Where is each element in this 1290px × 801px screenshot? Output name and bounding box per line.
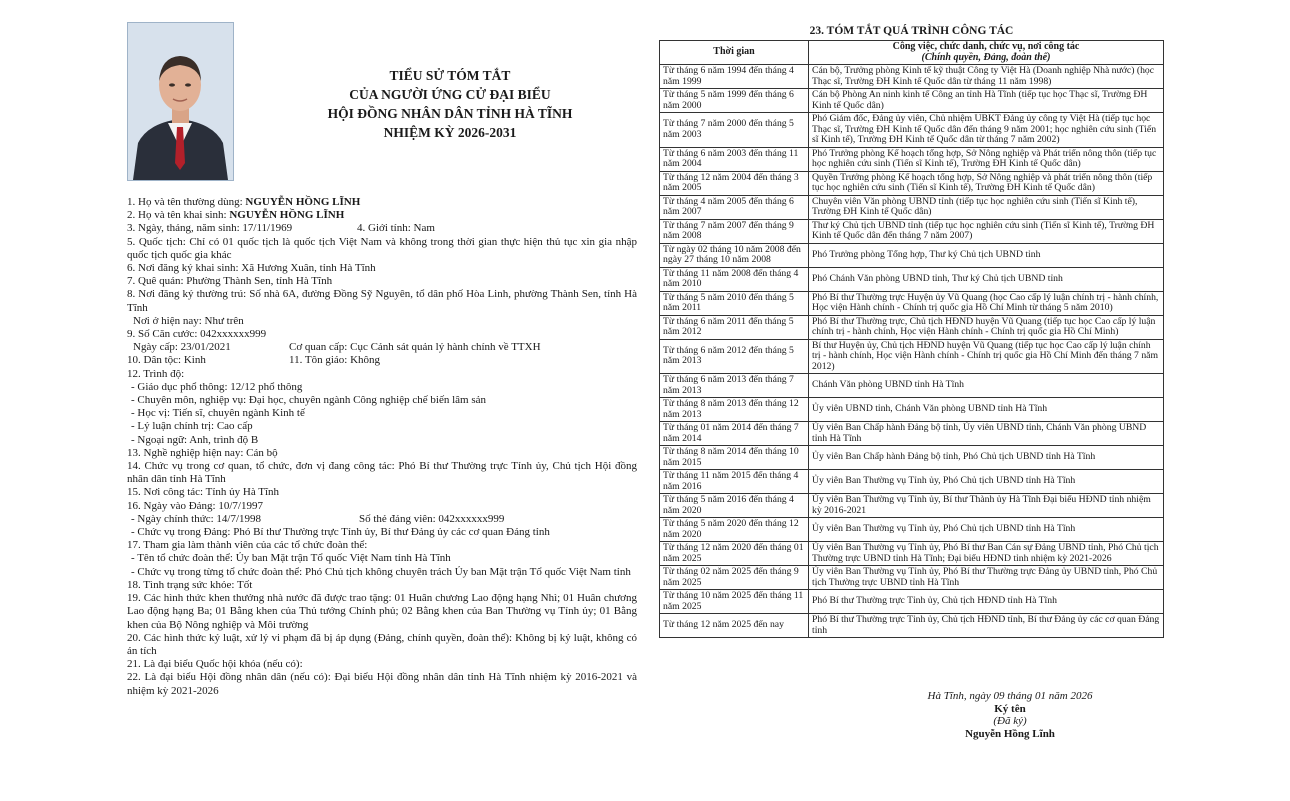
- bio-birth-name: 2. Họ và tên khai sinh: NGUYỄN HỒNG LĨNH: [127, 209, 345, 222]
- table-row: [660, 494, 1164, 518]
- work-period-cell: Từ tháng 8 năm 2013 đến tháng 12 năm 2013: [660, 398, 809, 422]
- bio-workplace: 15. Nơi công tác: Tỉnh ủy Hà Tĩnh: [127, 486, 280, 499]
- bio-position: 14. Chức vụ trong cơ quan, tổ chức, đơn vị đang công tác: Phó Bí thư Thường trực Tỉnh ủy, Chủ tịch Hội đồng nhân dân tỉnh Hà Tĩnh: [127, 460, 637, 486]
- signature-label: Ký tên: [994, 702, 1026, 715]
- work-description-cell: Ủy viên UBND tỉnh, Chánh Văn phòng UBND tỉnh Hà Tĩnh: [809, 398, 1164, 422]
- bio-nationality: 5. Quốc tịch: Chỉ có 01 quốc tịch là quốc tịch Việt Nam và không trong thời gian thực hiện thủ tục xin gia nhập quốc tịch quốc gia khác: [127, 235, 637, 261]
- bio-education-heading: 12. Trình độ:: [127, 367, 185, 380]
- bio-common-name: 1. Họ và tên thường dùng: NGUYỄN HỒNG LĨNH: [127, 196, 361, 208]
- table-row: [660, 267, 1164, 291]
- title-line-1: TIỂU SỬ TÓM TẮT: [389, 68, 511, 83]
- work-description-cell: Phó Bí thư Thường trực, Chủ tịch HĐND huyện Vũ Quang (tiếp tục học Cao cấp lý luận chính trị - hành chính, Học viện Hành chính - Chính trị quốc gia Hồ Chí Minh): [809, 315, 1164, 339]
- work-period-cell: Từ tháng 6 năm 1994 đến tháng 4 năm 1999: [660, 65, 809, 89]
- table-row: [660, 422, 1164, 446]
- bio-birth-registration: 6. Nơi đăng ký khai sinh: Xã Hương Xuân, tỉnh Hà Tĩnh: [127, 262, 376, 275]
- table-header-row: [660, 41, 1164, 65]
- work-history-body: [660, 65, 1164, 638]
- work-description-cell: Thư ký Chủ tịch UBND tỉnh (tiếp tục học nghiên cứu sinh (Tiến sĩ Kinh tế), Trường ĐH Kinh tế Quốc dân đến tháng 7 năm 2007): [809, 219, 1164, 243]
- work-description-cell: Phó Bí thư Thường trực Tỉnh ủy, Chủ tịch HĐND tỉnh, Bí thư Đảng ủy các cơ quan Đảng tỉnh: [809, 614, 1164, 638]
- title-line-3: HỘI ĐỒNG NHÂN DÂN TỈNH HÀ TĨNH: [327, 106, 573, 121]
- table-row: [660, 446, 1164, 470]
- candidate-name: NGUYỄN HỒNG LĨNH: [245, 196, 361, 208]
- work-period-cell: Từ tháng 02 năm 2025 đến tháng 9 năm 2025: [660, 566, 809, 590]
- work-description-cell: Ủy viên Ban Thường vụ Tỉnh ủy, Phó Chủ tịch UBND tỉnh Hà Tĩnh: [809, 518, 1164, 542]
- work-description-cell: Ủy viên Ban Chấp hành Đảng bộ tỉnh, Ủy viên UBND tỉnh, Chánh Văn phòng UBND tỉnh Hà Tĩnh: [809, 422, 1164, 446]
- table-row: [660, 470, 1164, 494]
- column-header-description: [809, 41, 1164, 65]
- work-period-cell: Từ tháng 6 năm 2003 đến tháng 11 năm 2004: [660, 147, 809, 171]
- work-period-cell: Từ tháng 5 năm 2020 đến tháng 12 năm 2020: [660, 518, 809, 542]
- bio-hometown: 7. Quê quán: Phường Thành Sen, tỉnh Hà Tĩnh: [127, 275, 333, 288]
- title-line-4: NHIỆM KỲ 2026-2031: [383, 125, 517, 140]
- work-period-cell: Từ tháng 7 năm 2007 đến tháng 9 năm 2008: [660, 219, 809, 243]
- table-row: [660, 243, 1164, 267]
- work-description-cell: Cán bộ Phòng An ninh kinh tế Công an tỉnh Hà Tĩnh (tiếp tục học Thạc sĩ, Trường ĐH Kinh tế Quốc dân): [809, 89, 1164, 113]
- table-row: [660, 147, 1164, 171]
- work-description-cell: Phó Bí thư Thường trực Tỉnh ủy, Chủ tịch HĐND tỉnh Hà Tĩnh: [809, 590, 1164, 614]
- document-title: [260, 66, 640, 142]
- work-description-cell: Ủy viên Ban Thường vụ Tỉnh ủy, Phó Chủ tịch UBND tỉnh Hà Tĩnh: [809, 470, 1164, 494]
- bio-discipline: 20. Các hình thức kỷ luật, xử lý vi phạm đã bị áp dụng (Đảng, chính quyền, đoàn thể): Không bị kỷ luật, không có án tích: [127, 631, 637, 657]
- column-header-period: Thời gian: [660, 41, 809, 65]
- work-description-cell: Phó Trưởng phòng Tổng hợp, Thư ký Chủ tịch UBND tỉnh: [809, 243, 1164, 267]
- table-row: [660, 590, 1164, 614]
- work-period-cell: Từ tháng 01 năm 2014 đến tháng 7 năm 2014: [660, 422, 809, 446]
- work-period-cell: Từ tháng 5 năm 1999 đến tháng 6 năm 2000: [660, 89, 809, 113]
- bio-dob-gender: [127, 222, 637, 235]
- work-period-cell: Từ tháng 6 năm 2013 đến tháng 7 năm 2013: [660, 374, 809, 398]
- work-period-cell: Từ tháng 12 năm 2020 đến tháng 01 năm 2025: [660, 542, 809, 566]
- work-period-cell: Từ tháng 11 năm 2008 đến tháng 4 năm 2010: [660, 267, 809, 291]
- table-row: [660, 542, 1164, 566]
- bio-current-address: Nơi ở hiện nay: Như trên: [133, 314, 244, 327]
- bio-foreign-language: - Ngoại ngữ: Anh, trình độ B: [131, 433, 259, 446]
- work-period-cell: Từ tháng 8 năm 2014 đến tháng 10 năm 2015: [660, 446, 809, 470]
- column-header-description-line1: Công việc, chức danh, chức vụ, nơi công tác: [892, 41, 1080, 52]
- candidate-birth-name: NGUYỄN HỒNG LĨNH: [229, 209, 345, 222]
- table-row: [660, 171, 1164, 195]
- work-description-cell: Phó Giám đốc, Đảng ủy viên, Chủ nhiệm UBKT Đảng ủy công ty Việt Hà (tiếp tục học Thạc sĩ, Trường ĐH Kinh tế Quốc dân đến tháng 9 năm 2001; học nghiên cứu sinh (Tiến sĩ Kinh tế), Trường ĐH Kinh tế Quốc dân từ tháng 7 năm 2002): [809, 113, 1164, 148]
- work-period-cell: Từ tháng 6 năm 2011 đến tháng 5 năm 2012: [660, 315, 809, 339]
- bio-health: 18. Tình trạng sức khỏe: Tốt: [127, 578, 253, 591]
- bio-education-major: - Chuyên môn, nghiệp vụ: Đại học, chuyên ngành Công nghiệp chế biến lâm sản: [131, 394, 486, 407]
- table-row: [660, 113, 1164, 148]
- work-period-cell: Từ tháng 6 năm 2012 đến tháng 5 năm 2013: [660, 339, 809, 374]
- work-period-cell: Từ tháng 11 năm 2015 đến tháng 4 năm 2016: [660, 470, 809, 494]
- work-description-cell: Ủy viên Ban Thường vụ Tỉnh ủy, Phó Bí thư Thường trực Đảng ủy UBND tỉnh, Phó Chủ tịch Thường trực UBND tỉnh Hà Tĩnh: [809, 566, 1164, 590]
- work-description-cell: Phó Bí thư Thường trực Huyện ủy Vũ Quang (học Cao cấp lý luận chính trị - hành chính, Học viện Hành chính - Chính trị quốc gia Hồ Chí Minh từ tháng 5 năm 2010): [809, 291, 1164, 315]
- column-header-description-line2: (Chính quyền, Đảng, đoàn thể): [921, 51, 1051, 63]
- signature-block: [900, 690, 1120, 740]
- bio-occupation: 13. Nghề nghiệp hiện nay: Cán bộ: [127, 446, 278, 459]
- work-description-cell: Cán bộ, Trưởng phòng Kinh tế kỹ thuật Công ty Việt Hà (Doanh nghiệp Nhà nước) (học Thạc sĩ, Trường ĐH Kinh tế Quốc dân từ tháng 11 năm 1998): [809, 65, 1164, 89]
- work-period-cell: Từ tháng 12 năm 2025 đến nay: [660, 614, 809, 638]
- bio-peoples-council: 22. Là đại biểu Hội đồng nhân dân (nếu có): Đại biểu Hội đồng nhân dân tỉnh Hà Tĩnh nhiệm kỳ 2016-2021 và nhiệm kỳ 2021-2026: [127, 671, 637, 697]
- signature-signed-note: (Đã ký): [993, 715, 1027, 727]
- table-row: [660, 89, 1164, 113]
- table-row: [660, 614, 1164, 638]
- bio-degree: - Học vị: Tiến sĩ, chuyên ngành Kinh tế: [131, 407, 305, 420]
- bio-national-assembly: 21. Là đại biểu Quốc hội khóa (nếu có):: [127, 658, 303, 671]
- signature-place-date: Hà Tĩnh, ngày 09 tháng 01 năm 2026: [927, 690, 1093, 702]
- bio-id-issue: [127, 341, 637, 354]
- work-description-cell: Ủy viên Ban Thường vụ Tỉnh ủy, Bí thư Thành ủy Hà Tĩnh Đại biểu HĐND tỉnh nhiệm kỳ 2016-2021: [809, 494, 1164, 518]
- work-description-cell: Ủy viên Ban Chấp hành Đảng bộ tỉnh, Phó Chủ tịch UBND tỉnh Hà Tĩnh: [809, 446, 1164, 470]
- work-period-cell: Từ ngày 02 tháng 10 năm 2008 đến ngày 27 tháng 10 năm 2008: [660, 243, 809, 267]
- table-row: [660, 195, 1164, 219]
- portrait-illustration: [128, 23, 233, 180]
- work-period-cell: Từ tháng 4 năm 2005 đến tháng 6 năm 2007: [660, 195, 809, 219]
- work-description-cell: Bí thư Huyện ủy, Chủ tịch HĐND huyện Vũ Quang (tiếp tục học Cao cấp lý luận chính trị - hành chính, Học viện Hành chính - Chính trị quốc gia Hồ Chí Minh đến tháng 7 năm 2012): [809, 339, 1164, 374]
- bio-dob: 3. Ngày, tháng, năm sinh: 17/11/1969: [127, 222, 293, 235]
- bio-ethnicity: 10. Dân tộc: Kinh: [127, 354, 206, 367]
- table-row: [660, 374, 1164, 398]
- work-description-cell: Chuyên viên Văn phòng UBND tỉnh (tiếp tục học nghiên cứu sinh (Tiến sĩ Kinh tế), Trường ĐH Kinh tế Quốc dân): [809, 195, 1164, 219]
- work-history-table: [659, 40, 1164, 638]
- bio-organizations-heading: 17. Tham gia làm thành viên của các tổ chức đoàn thể:: [127, 539, 368, 552]
- bio-organization-position: - Chức vụ trong từng tổ chức đoàn thể: Phó Chủ tịch không chuyên trách Ủy ban Mặt trận Tổ quốc Việt Nam tỉnh: [131, 565, 631, 578]
- bio-education-general: - Giáo dục phổ thông: 12/12 phổ thông: [131, 380, 303, 393]
- title-line-2: CỦA NGƯỜI ỨNG CỬ ĐẠI BIỂU: [349, 87, 551, 102]
- signature-name: Nguyễn Hồng Lĩnh: [965, 727, 1055, 740]
- work-description-cell: Chánh Văn phòng UBND tỉnh Hà Tĩnh: [809, 374, 1164, 398]
- table-row: [660, 291, 1164, 315]
- table-row: [660, 566, 1164, 590]
- portrait-photo: [127, 22, 234, 181]
- bio-residence: 8. Nơi đăng ký thường trú: Số nhà 6A, đường Đồng Sỹ Nguyên, tổ dân phố Hòa Linh, phường Thành Sen, tỉnh Hà Tĩnh: [127, 288, 637, 314]
- bio-party-official-date: - Ngày chính thức: 14/7/1998: [131, 512, 261, 525]
- bio-political-theory: - Lý luận chính trị: Cao cấp: [131, 420, 253, 433]
- work-description-cell: Phó Trưởng phòng Kế hoạch tổng hợp, Sở Nông nghiệp và Phát triển nông thôn (tiếp tục học nghiên cứu sinh (Tiến sĩ Kinh tế), Trường ĐH Kinh tế Quốc dân): [809, 147, 1164, 171]
- table-row: [660, 398, 1164, 422]
- table-row: [660, 339, 1164, 374]
- table-row: [660, 65, 1164, 89]
- work-period-cell: Từ tháng 7 năm 2000 đến tháng 5 năm 2003: [660, 113, 809, 148]
- bio-organization-name: - Tên tổ chức đoàn thể: Ủy ban Mặt trận Tổ quốc Việt Nam tỉnh Hà Tĩnh: [131, 552, 451, 565]
- bio-party-card: Số thẻ đảng viên: 042xxxxxx999: [359, 512, 505, 525]
- work-history-title: 23. TÓM TẮT QUÁ TRÌNH CÔNG TÁC: [809, 25, 1014, 37]
- work-period-cell: Từ tháng 5 năm 2010 đến tháng 5 năm 2011: [660, 291, 809, 315]
- work-description-cell: Ủy viên Ban Thường vụ Tỉnh ủy, Phó Bí thư Ban Cán sự Đảng UBND tỉnh, Phó Chủ tịch Thường trực UBND tỉnh Hà Tĩnh; Đại biểu HĐND tỉnh nhiệm kỳ 2021-2026: [809, 542, 1164, 566]
- table-row: [660, 315, 1164, 339]
- bio-id-issue-date: Ngày cấp: 23/01/2021: [133, 341, 231, 354]
- bio-party-join-date: 16. Ngày vào Đảng: 10/7/1997: [127, 499, 263, 512]
- table-row: [660, 219, 1164, 243]
- bio-party-official: [127, 513, 637, 526]
- work-period-cell: Từ tháng 10 năm 2025 đến tháng 11 năm 2025: [660, 590, 809, 614]
- bio-religion: 11. Tôn giáo: Không: [289, 354, 381, 367]
- bio-gender: 4. Giới tính: Nam: [357, 222, 435, 235]
- bio-party-position: - Chức vụ trong Đảng: Phó Bí thư Thường trực Tỉnh ủy, Bí thư Đảng ủy các cơ quan Đảng tỉnh: [131, 526, 550, 539]
- work-period-cell: Từ tháng 5 năm 2016 đến tháng 4 năm 2020: [660, 494, 809, 518]
- work-description-cell: Phó Chánh Văn phòng UBND tỉnh, Thư ký Chủ tịch UBND tỉnh: [809, 267, 1164, 291]
- work-period-cell: Từ tháng 12 năm 2004 đến tháng 3 năm 2005: [660, 171, 809, 195]
- biography-section: [127, 196, 637, 698]
- bio-id-issuer: Cơ quan cấp: Cục Cảnh sát quản lý hành chính về TTXH: [289, 341, 541, 354]
- table-row: [660, 518, 1164, 542]
- work-description-cell: Quyền Trưởng phòng Kế hoạch tổng hợp, Sở Nông nghiệp và phát triển nông thôn (tiếp tục học nghiên cứu sinh (Tiến sĩ Kinh tế), Trường ĐH Kinh tế Quốc dân): [809, 171, 1164, 195]
- bio-ethnicity-religion: [127, 354, 637, 367]
- bio-id-number: 9. Số Căn cước: 042xxxxxx999: [127, 328, 267, 341]
- bio-awards: 19. Các hình thức khen thưởng nhà nước đã được trao tặng: 01 Huân chương Lao động hạng Nhì; 01 Huân chương Lao động hạng Ba; 01 Bằng khen của Thủ tướng Chính phủ; 02 Bằng khen của Ban Thường vụ Tỉnh ủy; 01 Bằng khen của Bộ Nông nghiệp và Môi trường: [127, 592, 637, 631]
